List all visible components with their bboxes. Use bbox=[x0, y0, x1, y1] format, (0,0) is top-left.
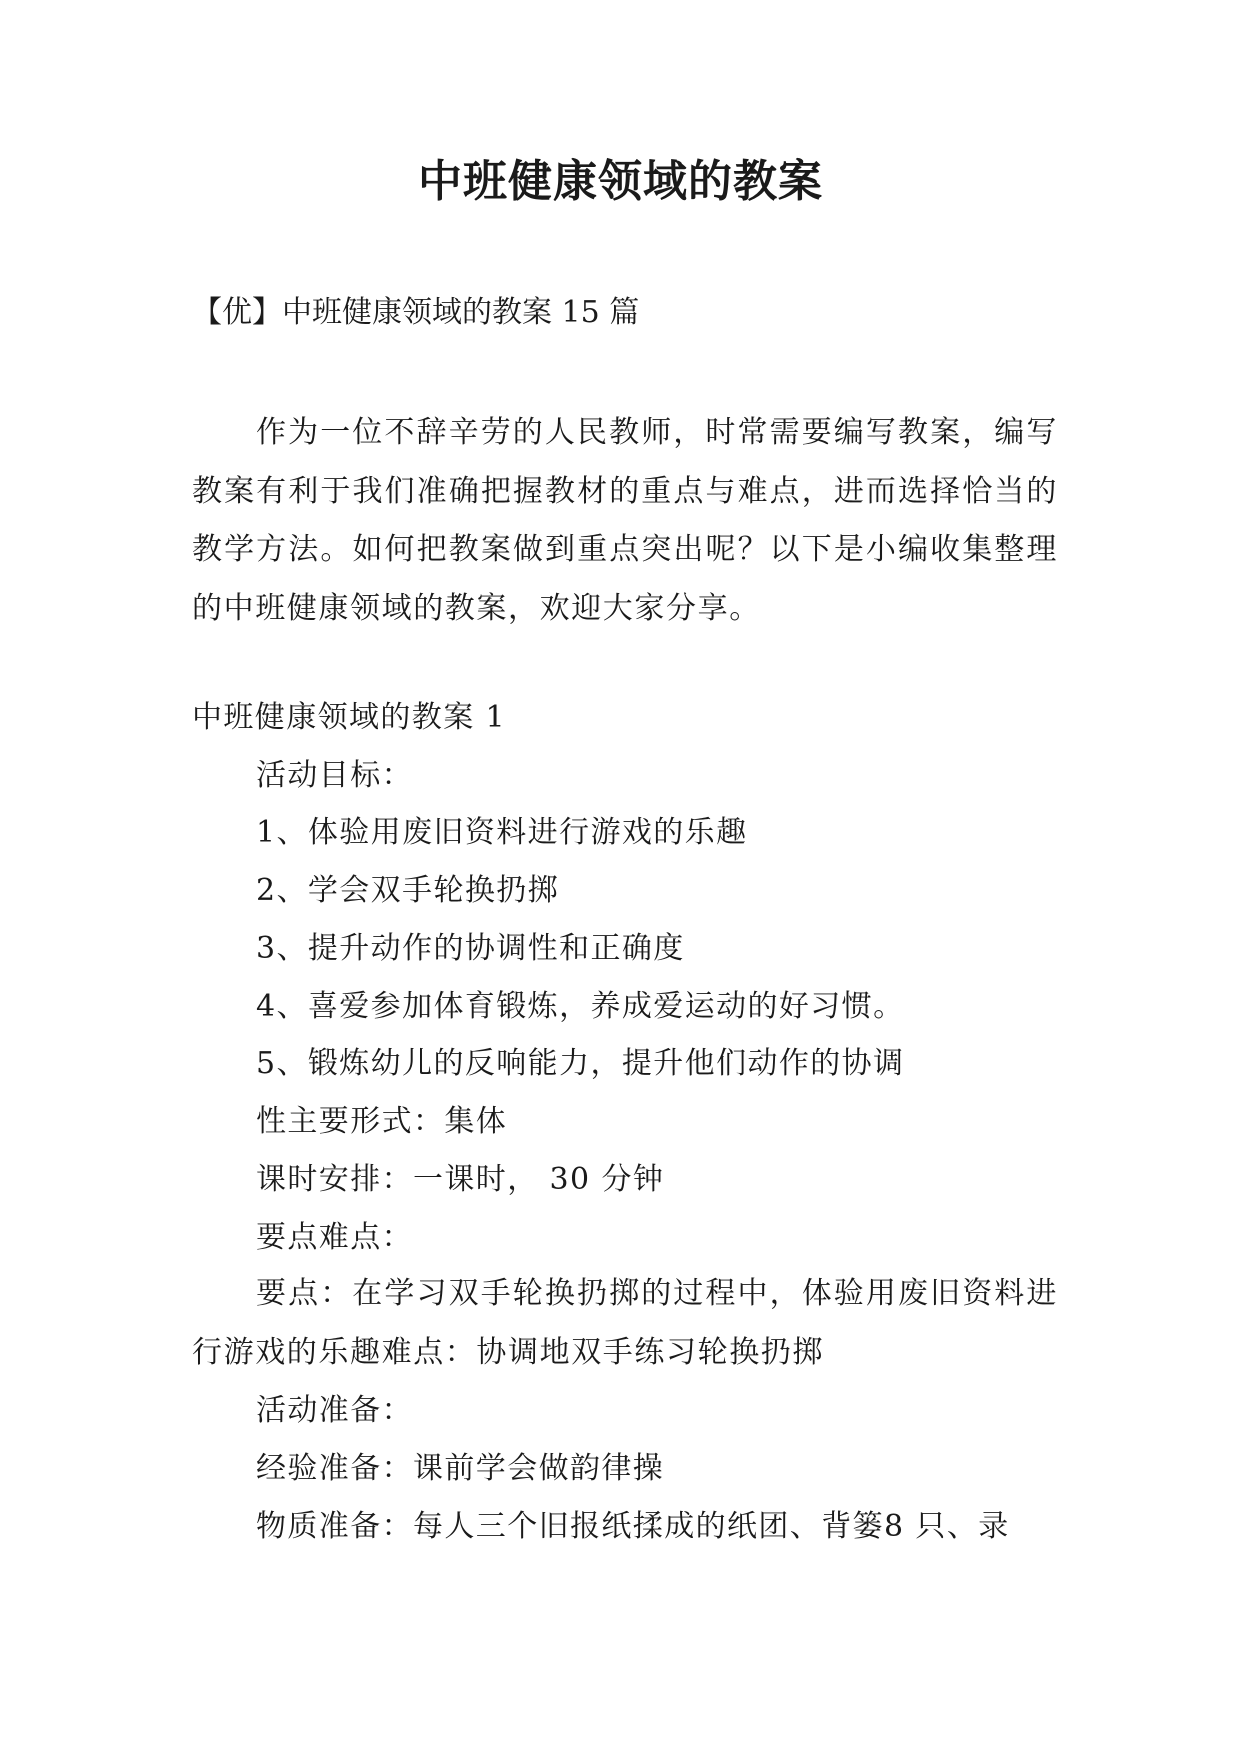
goal-item-3: 3、提升动作的协调性和正确度 bbox=[256, 931, 685, 966]
intro-paragraph: 作为一位不辞辛劳的人民教师，时常需要编写教案，编写教案有利于我们准确把握教材的重点与难点，进而选择恰当的教学方法。如何把教案做到重点突出呢？以下是小编收集整理的中班健康领域的教案，欢迎大家分享。 bbox=[192, 415, 1058, 626]
document-subtitle: 【优】中班健康领域的教案 15 篇 bbox=[192, 295, 640, 330]
key-points-paragraph: 要点：在学习双手轮换扔掷的过程中，体验用废旧资料进行游戏的乐趣难点：协调地双手练习轮换扔掷 bbox=[192, 1276, 1058, 1370]
goal-item-1: 1、体验用废旧资料进行游戏的乐趣 bbox=[256, 815, 748, 850]
section-title: 中班健康领域的教案 1 bbox=[192, 700, 507, 735]
goal-item-2: 2、学会双手轮换扔掷 bbox=[256, 873, 560, 908]
class-schedule-line: 课时安排：一课时， 30 分钟 bbox=[256, 1162, 665, 1197]
material-prep-line: 物质准备：每人三个旧报纸揉成的纸团、背篓8 只、录 bbox=[256, 1509, 1010, 1544]
key-difficulties-heading: 要点难点： bbox=[256, 1220, 413, 1255]
experience-prep-line: 经验准备：课前学会做韵律操 bbox=[256, 1451, 665, 1486]
goal-item-5: 5、锻炼幼儿的反响能力，提升他们动作的协调 bbox=[256, 1046, 905, 1081]
main-form-line: 性主要形式：集体 bbox=[256, 1104, 508, 1139]
goal-item-4: 4、喜爱参加体育锻炼，养成爱运动的好习惯。 bbox=[256, 989, 905, 1024]
activity-goals-heading: 活动目标： bbox=[256, 758, 413, 793]
activity-prep-heading: 活动准备： bbox=[256, 1393, 413, 1428]
document-title: 中班健康领域的教案 bbox=[418, 156, 823, 207]
